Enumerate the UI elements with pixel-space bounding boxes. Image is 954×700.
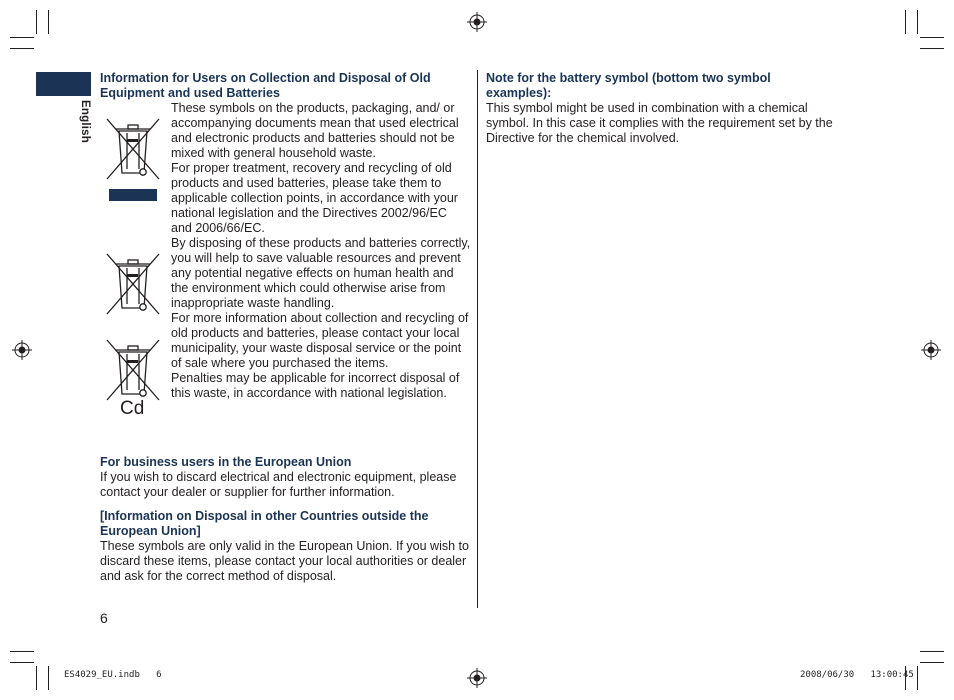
crossed-out-wheelie-bin-icon <box>105 338 161 404</box>
registration-mark-icon <box>12 340 32 360</box>
footer-timestamp: 2008/06/30 13:00:45 <box>800 670 914 680</box>
crop-mark <box>920 662 944 663</box>
crop-mark <box>10 48 34 49</box>
paragraph: By disposing of these products and batteries correctly, you will help to save valuable resources and prevent any potential negative effects on human health and the environment which could otherwise arise from inappropriate waste handling. <box>171 236 471 310</box>
paragraph: These symbols on the products, packaging, and/ or accompanying documents mean that used electrical and electronic products and batteries should not be mixed with general household waste. <box>171 101 459 160</box>
crop-mark <box>920 48 944 49</box>
crop-mark <box>36 666 37 690</box>
chemical-symbol: Cd <box>120 398 145 419</box>
crop-mark <box>10 651 34 652</box>
battery-note-text: This symbol might be used in combination with a chemical symbol. In this case it complies with the requirement set by the Directive for the chemical involved. <box>486 101 833 145</box>
registration-mark-icon <box>467 12 487 32</box>
paragraph: For proper treatment, recovery and recycling of old products and used batteries, please take them to applicable collection points, in accordance with your national legislation and the Directives 2002/96/EC and 2006/66/EC. <box>171 161 458 235</box>
battery-note-heading: Note for the battery symbol (bottom two symbol examples): <box>486 71 771 100</box>
crossed-out-wheelie-bin-icon <box>105 252 161 318</box>
crop-mark <box>920 651 944 652</box>
crossed-out-wheelie-bin-icon <box>105 117 161 183</box>
crop-mark <box>917 10 918 34</box>
crop-mark <box>10 37 34 38</box>
disposal-heading: Information for Users on Collection and Disposal of Old Equipment and used Batteries <box>100 71 431 100</box>
language-tab <box>36 72 91 96</box>
crop-mark <box>10 662 34 663</box>
outside-eu-text: These symbols are only valid in the European Union. If you wish to discard these items, please contact your local authorities or dealer and ask for the correct method of disposal. <box>100 539 469 583</box>
registration-mark-icon <box>467 668 487 688</box>
crop-mark <box>920 37 944 38</box>
page-number: 6 <box>100 610 108 626</box>
paragraph: For more information about collection and recycling of old products and batteries, please contact your local municipality, your waste disposal service or the point of sale where you purchased the items. <box>171 311 469 370</box>
solid-bar-symbol <box>109 189 157 201</box>
paragraph: Penalties may be applicable for incorrect disposal of this waste, in accordance with national legislation. <box>171 371 460 400</box>
crop-mark <box>36 10 37 34</box>
crop-mark <box>48 666 49 690</box>
disposal-text <box>171 101 471 401</box>
registration-mark-icon <box>921 340 941 360</box>
column-divider <box>477 70 478 608</box>
language-label: English <box>79 100 91 143</box>
business-heading: For business users in the European Union <box>100 455 352 469</box>
crop-mark <box>48 10 49 34</box>
crop-mark <box>905 10 906 34</box>
footer-file: ES4029_EU.indb 6 <box>64 670 162 680</box>
outside-eu-heading: [Information on Disposal in other Countries outside the European Union] <box>100 509 429 538</box>
business-text: If you wish to discard electrical and electronic equipment, please contact your dealer or supplier for further information. <box>100 470 457 499</box>
crop-mark <box>917 666 918 690</box>
